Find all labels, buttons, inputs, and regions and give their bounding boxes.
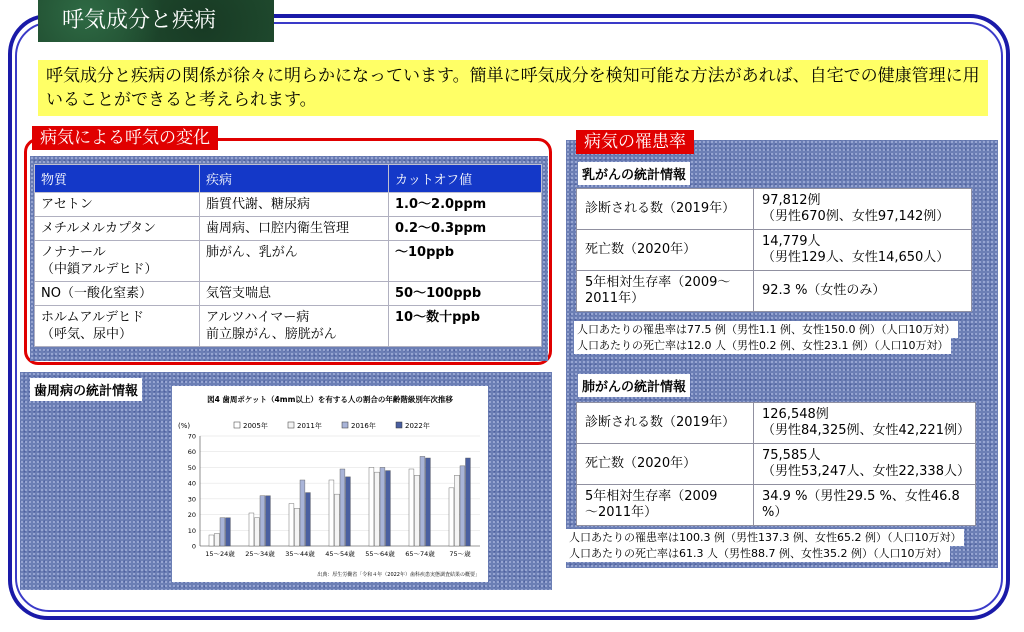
gum-chart-svg <box>172 386 488 582</box>
xtick-label-0: 15～24歳 <box>205 550 235 558</box>
breast-table <box>576 188 972 312</box>
cell-disease: 気管支喘息 <box>200 282 389 306</box>
bar-6-1 <box>455 475 460 546</box>
gum-label: 歯周病の統計情報 <box>30 378 142 401</box>
breast-label: 乳がんの統計情報 <box>578 162 690 185</box>
cell-substance: メチルメルカプタン <box>35 217 200 241</box>
bar-6-0 <box>449 488 454 546</box>
stat-value: 75,585人 （男性53,247人、女性22,338人） <box>754 444 976 485</box>
breath-table <box>34 164 542 347</box>
breath-table-row <box>35 241 542 282</box>
breath-table-row <box>35 217 542 241</box>
bar-0-1 <box>215 533 220 546</box>
gum-chart <box>172 386 488 582</box>
breast-note-mortality: 人口あたりの死亡率は12.0 人（男性0.2 例、女性23.1 例）（人口10万対） <box>574 337 951 354</box>
legend-swatch-1 <box>288 422 294 428</box>
legend-swatch-0 <box>234 422 240 428</box>
legend-label-0: 2005年 <box>243 422 268 430</box>
bar-2-2 <box>300 480 305 546</box>
legend-label-2: 2016年 <box>351 422 376 430</box>
bar-4-1 <box>375 472 380 546</box>
bar-6-2 <box>460 466 465 546</box>
xtick-label-3: 45～54歳 <box>325 550 355 558</box>
lung-row <box>577 485 976 526</box>
stat-key: 5年相対生存率（2009～ 2011年） <box>577 271 754 312</box>
bar-3-2 <box>340 469 345 546</box>
bar-1-3 <box>266 496 271 546</box>
xtick-label-6: 75～歳 <box>449 550 471 558</box>
bar-2-3 <box>306 493 311 546</box>
ytick-label-0: 0 <box>191 542 196 551</box>
cell-substance: ノナナール （中鎖アルデヒド） <box>35 241 200 282</box>
legend-swatch-3 <box>396 422 402 428</box>
chart-title: 図4 歯周ポケット（4mm以上）を有する人の割合の年齢階級別年次推移 <box>207 395 453 404</box>
xtick-label-4: 55～64歳 <box>365 550 395 558</box>
bar-4-3 <box>386 471 391 546</box>
breast-note-incidence: 人口あたりの罹患率は77.5 例（男性1.1 例、女性150.0 例）（人口10万対） <box>574 321 958 338</box>
breast-row <box>577 230 972 271</box>
stat-key: 死亡数（2020年） <box>577 230 754 271</box>
stat-key: 診断される数（2019年） <box>577 403 754 444</box>
stat-key: 5年相対生存率（2009 ～2011年） <box>577 485 754 526</box>
cell-cutoff: ～10ppb <box>389 241 542 282</box>
cell-substance: NO（一酸化窒素） <box>35 282 200 306</box>
bar-1-2 <box>260 496 265 546</box>
page-title: 呼気成分と疾病 <box>38 0 274 42</box>
bar-6-3 <box>466 458 471 546</box>
stat-value: 34.9 %（男性29.5 %、女性46.8 %） <box>754 485 976 526</box>
bar-5-2 <box>420 456 425 546</box>
ytick-label-1: 10 <box>187 526 196 535</box>
header-cutoff: カットオフ値 <box>389 165 542 193</box>
breath-table-row <box>35 193 542 217</box>
cell-disease: 脂質代謝、糖尿病 <box>200 193 389 217</box>
cell-cutoff: 0.2～0.3ppm <box>389 217 542 241</box>
header-disease: 疾病 <box>200 165 389 193</box>
breast-row <box>577 189 972 230</box>
lung-table <box>576 402 976 526</box>
bar-4-0 <box>369 467 374 546</box>
breast-row <box>577 271 972 312</box>
legend-label-1: 2011年 <box>297 422 322 430</box>
bar-0-3 <box>226 518 231 546</box>
bar-2-0 <box>289 504 294 546</box>
bar-5-3 <box>426 458 431 546</box>
legend-swatch-2 <box>342 422 348 428</box>
bar-3-3 <box>346 477 351 546</box>
cell-cutoff: 1.0～2.0ppm <box>389 193 542 217</box>
ytick-label-7: 70 <box>187 432 196 441</box>
cell-substance: ホルムアルデヒド （呼気、尿中） <box>35 306 200 347</box>
incidence-label: 病気の罹患率 <box>576 130 694 154</box>
bar-5-1 <box>415 475 420 546</box>
bar-0-2 <box>220 518 225 546</box>
chart-ylabel: (%) <box>178 422 191 430</box>
ytick-label-6: 60 <box>187 448 196 457</box>
bar-1-0 <box>249 513 254 546</box>
stat-value: 92.3 %（女性のみ） <box>754 271 972 312</box>
stat-key: 診断される数（2019年） <box>577 189 754 230</box>
cell-cutoff: 50～100ppb <box>389 282 542 306</box>
lung-row <box>577 444 976 485</box>
bar-0-0 <box>209 535 214 546</box>
breath-change-label: 病気による呼気の変化 <box>32 126 218 150</box>
legend-label-3: 2022年 <box>405 422 430 430</box>
lung-note-incidence: 人口あたりの罹患率は100.3 例（男性137.3 例、女性65.2 例）（人口10万対） <box>566 529 964 546</box>
intro-text: 呼気成分と疾病の関係が徐々に明らかになっています。簡単に呼気成分を検知可能な方法があれば、自宅での健康管理に用いることができると考えられます。 <box>38 60 988 116</box>
xtick-label-5: 65～74歳 <box>405 550 435 558</box>
ytick-label-5: 50 <box>187 463 196 472</box>
bar-3-1 <box>335 494 340 546</box>
cell-substance: アセトン <box>35 193 200 217</box>
bar-4-2 <box>380 467 385 546</box>
stat-key: 死亡数（2020年） <box>577 444 754 485</box>
stat-value: 97,812例 （男性670例、女性97,142例） <box>754 189 972 230</box>
bar-1-1 <box>255 518 260 546</box>
bar-2-1 <box>295 508 300 546</box>
ytick-label-3: 30 <box>187 495 196 504</box>
cell-disease: 肺がん、乳がん <box>200 241 389 282</box>
lung-note-mortality: 人口あたりの死亡率は61.3 人（男性88.7 例、女性35.2 例）（人口10万対） <box>566 545 950 562</box>
chart-source: 出典：厚生労働省「令和４年（2022年）歯科疾患実態調査結果の概要」 <box>317 572 480 578</box>
lung-row <box>577 403 976 444</box>
xtick-label-1: 25～34歳 <box>245 550 275 558</box>
stat-value: 14,779人 （男性129人、女性14,650人） <box>754 230 972 271</box>
xtick-label-2: 35～44歳 <box>285 550 315 558</box>
stat-value: 126,548例 （男性84,325例、女性42,221例） <box>754 403 976 444</box>
header-substance: 物質 <box>35 165 200 193</box>
lung-label: 肺がんの統計情報 <box>578 374 690 397</box>
cell-disease: 歯周病、口腔内衛生管理 <box>200 217 389 241</box>
ytick-label-4: 40 <box>187 479 196 488</box>
cell-disease: アルツハイマー病 前立腺がん、膀胱がん <box>200 306 389 347</box>
breath-table-row <box>35 306 542 347</box>
breath-table-row <box>35 282 542 306</box>
cell-cutoff: 10～数十ppb <box>389 306 542 347</box>
bar-3-0 <box>329 480 334 546</box>
bar-5-0 <box>409 469 414 546</box>
ytick-label-2: 20 <box>187 511 196 520</box>
